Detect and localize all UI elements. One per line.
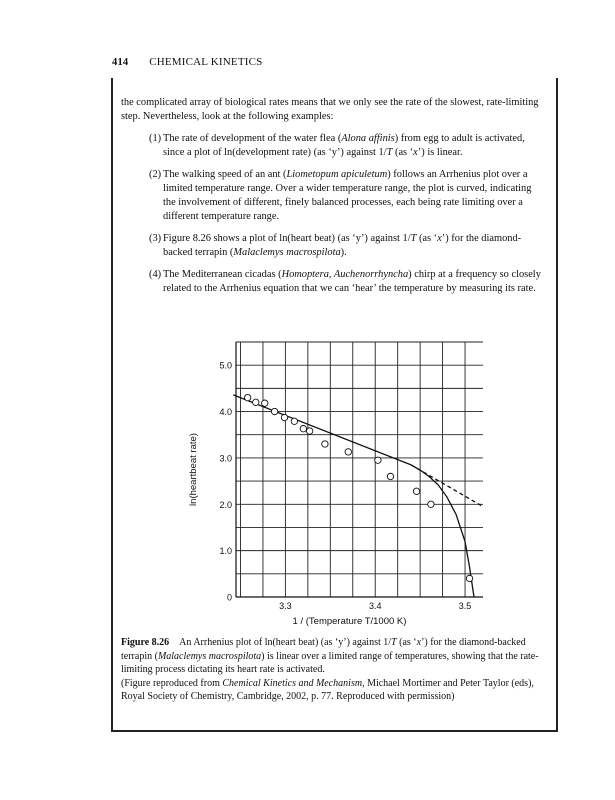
example-1: (1) The rate of development of the water flea (Alona affinis) from egg to adult is activated, since a plot of ln(development rate) (as ‘y’) against 1/T (as ‘x’) is linear. xyxy=(149,133,525,158)
y-tick-label: 0 xyxy=(226,592,232,603)
example-number: (3) xyxy=(149,233,162,244)
y-tick-label: 4.0 xyxy=(219,407,232,418)
box-border-bottom xyxy=(111,730,558,732)
x-tick-label: 3.3 xyxy=(279,601,292,611)
example-2: (2) The walking speed of an ant (Liometopum apiculetum) follows an Arrhenius plot over a limited temperature range. Over a wider temperature range, the plot is curved, indicating the involvement of different, finely balanced processes, each being rate limiting over a different temperature range. xyxy=(149,169,532,222)
body-text xyxy=(121,96,546,296)
data-point xyxy=(413,488,419,494)
x-tick-label: 3.5 xyxy=(458,601,472,611)
figure-caption xyxy=(121,636,545,704)
example-number: (2) xyxy=(149,169,162,180)
running-header xyxy=(112,56,262,68)
data-point xyxy=(281,414,287,420)
data-point xyxy=(262,400,268,406)
y-axis-title: ln(heartbeat rate) xyxy=(188,433,199,506)
caption-credit: (Figure reproduced from Chemical Kinetics and Mechanism, Michael Mortimer and Peter Taylor (eds), Royal Society of Chemistry, Cambridge, 2002, p. 77. Reproduced with permission) xyxy=(121,677,534,702)
y-tick-label: 2.0 xyxy=(219,499,232,510)
data-point xyxy=(322,441,328,447)
x-tick-label: 3.4 xyxy=(368,601,382,611)
y-tick-label: 1.0 xyxy=(219,546,232,557)
box-border-left xyxy=(111,78,113,732)
data-point xyxy=(466,575,472,581)
page-number: 414 xyxy=(112,57,129,68)
data-point xyxy=(271,408,277,414)
section-title: CHEMICAL KINETICS xyxy=(149,56,263,68)
example-number: (4) xyxy=(149,269,162,280)
data-point xyxy=(428,501,434,507)
species-name: Malaclemys macrospilota xyxy=(157,650,262,662)
data-point xyxy=(375,457,381,463)
y-tick-label: 5.0 xyxy=(219,360,232,371)
species-name: Homoptera, Auchenorrhyncha xyxy=(281,269,409,280)
species-name: Malaclemys macrospilota xyxy=(233,247,341,258)
example-3: (3) Figure 8.26 shows a plot of ln(heart beat) (as ‘y’) against 1/T (as ‘x’) for the diamond-backed terrapin (Malaclemys macrospilota). xyxy=(149,233,522,258)
data-point xyxy=(244,394,250,400)
intro-paragraph: the complicated array of biological rates means that we only see the rate of the slowest, rate-limiting step. Nevertheless, look at the following examples: xyxy=(121,97,539,122)
data-point xyxy=(387,473,393,479)
data-point xyxy=(345,449,351,455)
species-name: Alona affinis xyxy=(341,133,395,144)
data-point xyxy=(291,418,297,424)
arrhenius-chart xyxy=(180,338,500,633)
data-point xyxy=(300,426,306,432)
species-name: Liometopum apiculetum xyxy=(286,169,388,180)
caption-main: Figure 8.26 An Arrhenius plot of ln(heart beat) (as ‘y’) against 1/T (as ‘x’) for the diamond-backed terrapin (Malaclemys macrospilota) is linear over a limited range of temperatures, showing that the rate-limiting process dictating its heart rate is activated. xyxy=(121,637,539,675)
figure-label: Figure 8.26 xyxy=(121,637,170,648)
x-axis-title: 1 / (Temperature T/1000 K) xyxy=(292,616,407,627)
example-4: (4) The Mediterranean cicadas (Homoptera, Auchenorrhyncha) chirp at a frequency so closely related to the Arrhenius equation that we can ‘hear’ the temperature by measuring its rate. xyxy=(149,269,541,294)
linear-fit-line xyxy=(233,395,411,465)
data-point xyxy=(253,399,259,405)
example-number: (1) xyxy=(149,133,162,144)
data-point xyxy=(306,428,312,434)
box-border-right xyxy=(556,78,558,732)
y-tick-label: 3.0 xyxy=(219,453,232,464)
book-title: Chemical Kinetics and Mechanism xyxy=(222,677,363,689)
